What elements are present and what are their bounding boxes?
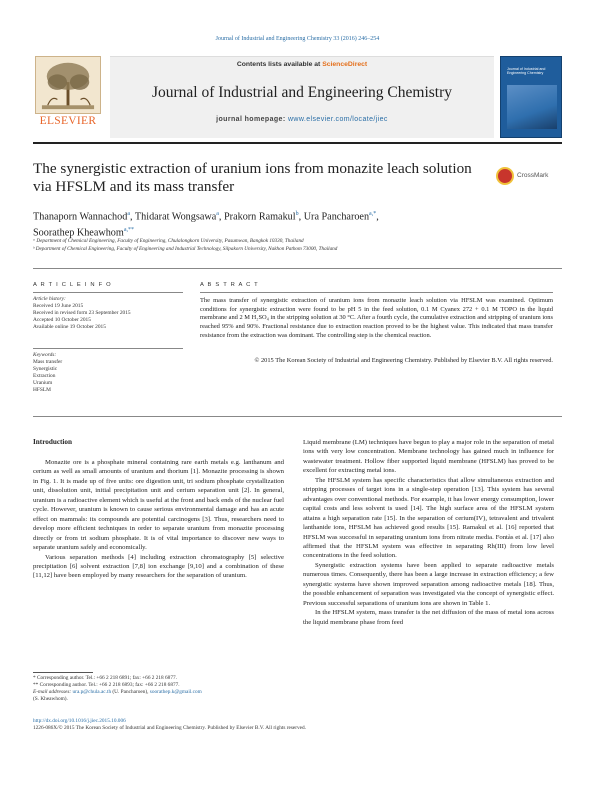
divider bbox=[33, 292, 183, 293]
divider bbox=[33, 416, 562, 417]
keywords-block bbox=[33, 352, 188, 394]
footnote-rule bbox=[33, 672, 93, 673]
homepage-url[interactable]: www.elsevier.com/locate/jiec bbox=[287, 116, 388, 123]
author-name[interactable]: Thidarat Wongsawa bbox=[134, 211, 217, 223]
email-line bbox=[33, 689, 284, 696]
keywords-label: Keywords: bbox=[33, 352, 57, 358]
author-list bbox=[33, 208, 562, 240]
keyword: Synergistic bbox=[33, 366, 58, 372]
online-date: Available online 19 October 2015 bbox=[33, 324, 106, 330]
left-column bbox=[33, 458, 284, 581]
paragraph: Monazite ore is a phosphate mineral containing rare earth metals e.g. lanthanum and cerium as well as small amounts of uranium and thorium [1]. Monazite processing is shown in Fig. 1. It is made up of five units: ore digestion unit, tri sodium phosphate crystallization unit, dissolution unit, initial precipitation unit and cerium separation unit [2]. In general, uranium is a radioactive element which is useful at the front and back ends of the nuclear fuel cycle. However, uranium is known to cause serious environmental damage and has an acute effect on mammals: its compounds are potential carcinogens [3]. Thus, researchers need to develop more efficient techniques in order to separate uranium from monazite processing directly or from tri sodium phosphate. It is of vital importance to discover new ways to separate uranium safely and economically. bbox=[33, 459, 284, 552]
author-separator: , bbox=[298, 211, 304, 223]
email-owner: (U. Pancharoen), bbox=[111, 689, 150, 696]
divider bbox=[200, 292, 553, 293]
section-heading: Introduction bbox=[33, 438, 73, 446]
accepted-date: Accepted 10 October 2015 bbox=[33, 317, 91, 323]
issn-line: 1226-086X/© 2015 The Korean Society of Industrial and Engineering Chemistry. Published by Elsevier B.V. All rights reserved. bbox=[33, 725, 306, 732]
copyright: © 2015 The Korean Society of Industrial and Engineering Chemistry. Published by Elsevier B.V. All rights reserved. bbox=[254, 357, 553, 364]
abstract-text: The mass transfer of synergistic extraction of uranium ions from monazite leach solution via HFSLM was examined. Optimum conditions for synergistic extraction were found to be pH 5 in the feed solution, 0.1 M Cyanex 272 + 0.1 M TOPO in the liquid membrane and 2 M H₂SO₄ in the stripping solution at 30 °C. After a fourth cycle, the cumulative extraction and stripping of uranium ions reached 95% and 90%. Fractional resistance due to extraction reaction proved to be the highest value. This indicated that mass transfer resistance from the extraction was dominant. The controlling step is the chemical reaction. bbox=[200, 297, 553, 339]
email-link[interactable]: ura.p@chula.ac.th bbox=[72, 689, 112, 696]
paragraph: Liquid membrane (LM) techniques have begun to play a major role in the separation of metal ions with very low concentration. Membrane technology has gained much in influence for wastewater treatment. Hollow fiber supported liquid membrane (HFSLM) has proved to be excellent for extracting metal ions. bbox=[303, 439, 554, 475]
email-owner: (S. Kheawhom). bbox=[33, 696, 68, 703]
author-sup: b bbox=[295, 211, 299, 217]
cover-title: Journal of Industrial and Engineering Chemistry bbox=[507, 67, 546, 76]
paragraph: In the HFSLM system, mass transfer is the net diffusion of the mass of metal ions across the liquid membrane phase from feed bbox=[303, 609, 554, 626]
history-label: Article history: bbox=[33, 296, 66, 302]
divider bbox=[33, 268, 562, 269]
author-separator: , bbox=[130, 211, 135, 223]
crossmark-label: CrossMark bbox=[517, 172, 549, 179]
footnotes bbox=[33, 675, 284, 703]
journal-title: Journal of Industrial and Engineering Chemistry bbox=[151, 84, 453, 101]
homepage-label: journal homepage: bbox=[216, 116, 286, 123]
footnote: ** Corresponding author. Tel.: +66 2 218 6893; fax: +66 2 218 6877. bbox=[33, 682, 180, 689]
revised-date: Received in revised form 23 September 2015 bbox=[33, 310, 131, 316]
abstract-heading: A B S T R A C T bbox=[200, 282, 259, 288]
email-link[interactable]: soorathep.k@gmail.com bbox=[149, 689, 202, 696]
affiliation-a: ᵃ Department of Chemical Engineering, Faculty of Engineering, Chulalongkorn University, Pasumwan, Bangkok 10330, Thailand bbox=[33, 238, 304, 244]
article-title: The synergistic extraction of uranium ions from monazite leach solution via HFSLM and its mass transfer bbox=[33, 160, 472, 195]
crossmark-button[interactable] bbox=[496, 165, 562, 187]
keyword: Extraction bbox=[33, 373, 56, 379]
author-name[interactable]: Soorathep Kheawhom bbox=[33, 227, 124, 239]
email-label: E-mail addresses: bbox=[33, 689, 73, 696]
footnote: * Corresponding author. Tel.: +66 2 218 6891; fax: +66 2 218 6877. bbox=[33, 675, 177, 681]
doi-link[interactable]: http://dx.doi.org/10.1016/j.jiec.2015.10.006 bbox=[33, 718, 126, 724]
author-sup: a bbox=[127, 211, 130, 217]
running-head: Journal of Industrial and Engineering Chemistry 33 (2016) 246–254 bbox=[215, 36, 380, 42]
author-name[interactable]: Thanaporn Wannachod bbox=[33, 211, 128, 223]
author-sup: a bbox=[216, 211, 219, 217]
article-history bbox=[33, 296, 188, 331]
received-date: Received 19 June 2015 bbox=[33, 303, 84, 309]
cover-image bbox=[507, 85, 557, 129]
keyword: HFSLM bbox=[33, 387, 51, 393]
publisher-name: ELSEVIER bbox=[39, 115, 97, 127]
author-name[interactable]: Ura Pancharoen bbox=[303, 211, 370, 223]
journal-cover-icon bbox=[500, 56, 562, 138]
author-separator: , bbox=[376, 211, 379, 223]
publisher-logo bbox=[33, 56, 103, 134]
affiliation-b: ᵇ Department of Chemical Engineering, Faculty of Engineering and Industrial Technology, Silpakorn University, Nakhon Pathom 73000, Thailand bbox=[33, 246, 338, 252]
homepage-line bbox=[110, 116, 494, 123]
paragraph: Synergistic extraction systems have been applied to separate radioactive metals numerous times. Consequently, there has been a large increase in extraction efficiency; a few synergistic systems have shown improved separation among radioactive metals [18]. Thus, the possible enhancement of separation was investigated via the concept of synergistic effect. Previous successful separations of uranium ions are shown in Table 1. bbox=[303, 561, 554, 607]
paragraph: The HFSLM system has specific characteristics that allow simultaneous extraction and stripping processes of target ions in a single-step operation [13]. This system has several advantages over conventional methods. For example, it has lower energy consumption, lower capital costs and less solvent is used [14]. The high surface area of the HFSLM system attains a high separation rate [15]. In the separation of cerium(IV), tetravalent and trivalent lanthanide ions, HFSLM has achieved good results [15]. Ramakul et al. [16] reported that HFSLM was successful in separating uranium ions from nitrate media. Fontàs et al. [17] also affirmed that the HFSLM system was effective in separating Rh(III) from low level concentrations in the feed solution. bbox=[303, 476, 554, 560]
crossmark-icon bbox=[496, 167, 514, 185]
author-name[interactable]: Prakorn Ramakul bbox=[224, 211, 296, 223]
masthead-rule bbox=[33, 142, 562, 144]
divider bbox=[33, 348, 183, 349]
contents-prefix: Contents lists available at bbox=[236, 61, 323, 68]
keyword: Uranium bbox=[33, 380, 53, 386]
bottom-info bbox=[33, 718, 562, 733]
right-column bbox=[303, 438, 554, 627]
contents-line bbox=[110, 61, 494, 68]
sciencedirect-link[interactable]: ScienceDirect bbox=[322, 61, 368, 68]
elsevier-tree-icon bbox=[35, 56, 101, 114]
author-sup: a,** bbox=[123, 226, 134, 233]
paragraph: Various separation methods [4] including extraction chromatography [5] selective precipitation [6] solvent extraction [7,8] ion exchange [9,10] and a combination of these [11,12] have been employed by many researchers for the separation of uranium. bbox=[33, 553, 284, 580]
author-separator: , bbox=[218, 211, 225, 223]
article-info-heading: A R T I C L E I N F O bbox=[33, 282, 112, 288]
keyword: Mass transfer bbox=[33, 359, 63, 365]
author-sup: a,* bbox=[369, 211, 377, 217]
